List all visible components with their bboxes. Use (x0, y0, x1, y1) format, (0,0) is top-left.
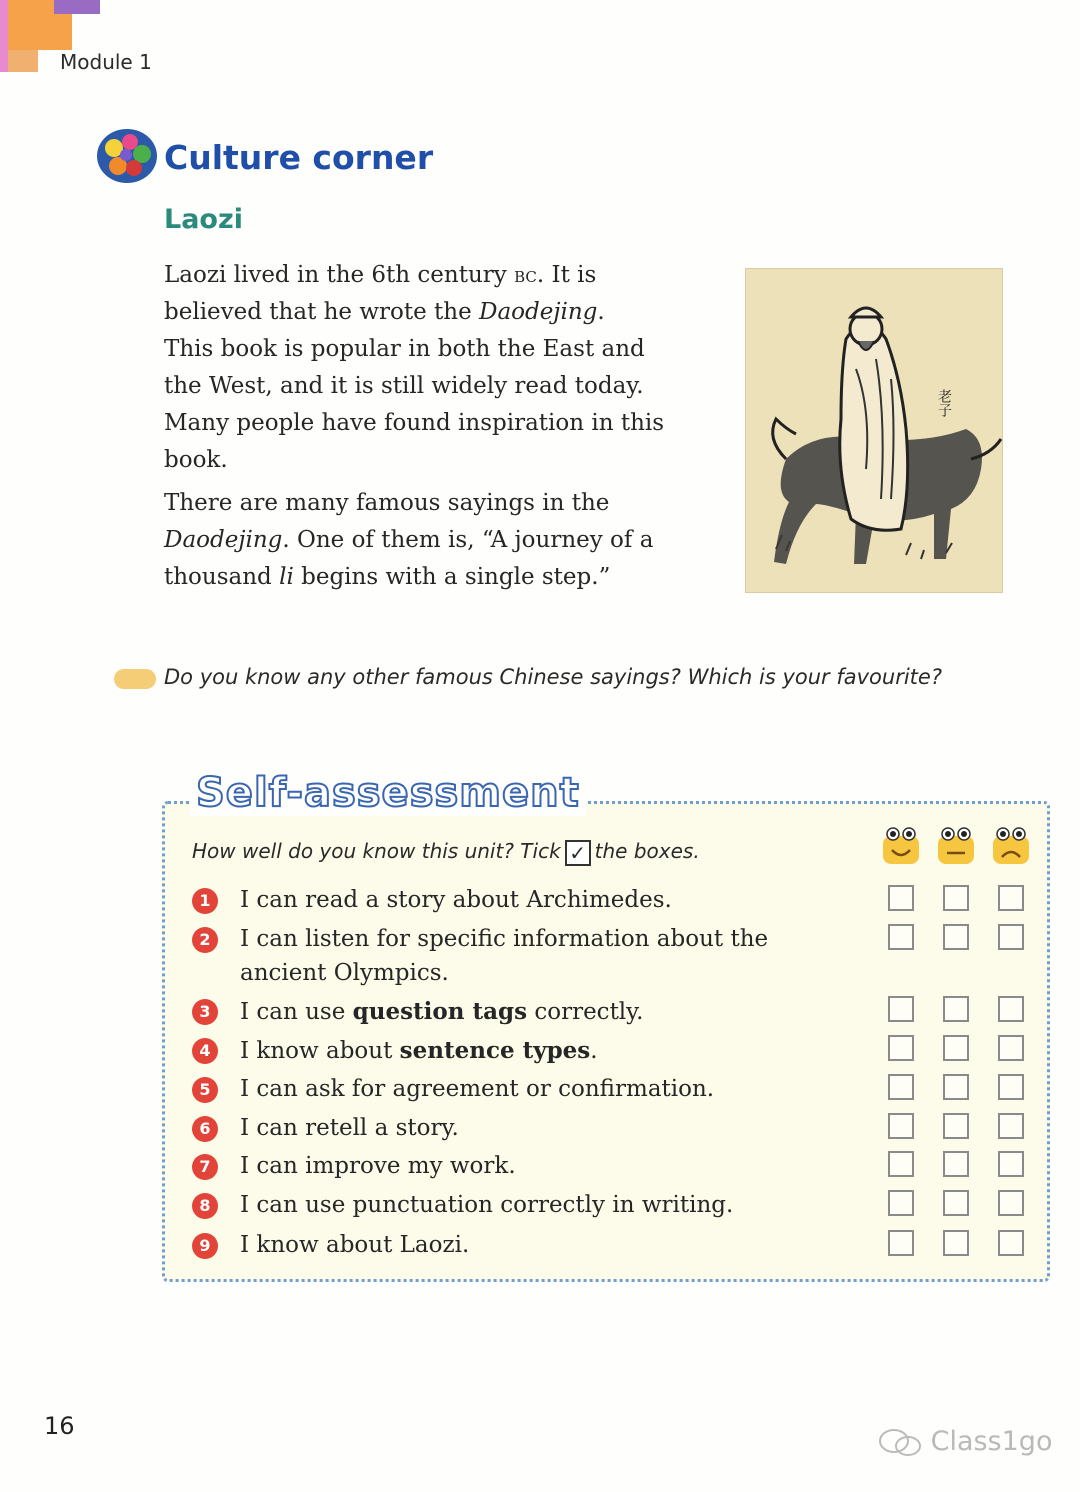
module-label: Module 1 (60, 50, 152, 74)
globe-icon (96, 128, 158, 184)
checkbox-item5-neutral[interactable] (943, 1074, 969, 1100)
item-text: I can retell a story. (240, 1115, 459, 1141)
checkbox-item1-sad[interactable] (998, 885, 1024, 911)
item-text: I can use question tags correctly. (240, 998, 644, 1025)
sad-face-icon (992, 826, 1030, 866)
corner-block-purple (54, 0, 100, 14)
text-line: thousand li begins with a single step.” (164, 564, 611, 590)
checkbox-item6-neutral[interactable] (943, 1113, 969, 1139)
checkbox-item9-sad[interactable] (998, 1230, 1024, 1256)
text-line: Laozi lived in the 6th century bc. It is (164, 262, 597, 288)
item-number: 1 (192, 888, 218, 914)
watermark: Class1go (878, 1426, 1052, 1458)
item-number: 8 (192, 1193, 218, 1219)
item-number: 4 (192, 1038, 218, 1064)
tick-icon: ✓ (565, 840, 591, 866)
corner-block-salmon (8, 50, 38, 72)
checkbox-item6-happy[interactable] (888, 1113, 914, 1139)
laozi-ox-drawing (746, 269, 1002, 592)
item-number: 7 (192, 1154, 218, 1180)
item-number: 9 (192, 1233, 218, 1259)
checkbox-item2-neutral[interactable] (943, 924, 969, 950)
text-line: believed that he wrote the Daodejing. (164, 299, 605, 325)
checkbox-item9-happy[interactable] (888, 1230, 914, 1256)
item-text-line2: ancient Olympics. (240, 960, 449, 986)
checkbox-item4-sad[interactable] (998, 1035, 1024, 1061)
checkbox-item5-sad[interactable] (998, 1074, 1024, 1100)
page-number: 16 (44, 1412, 75, 1440)
chat-bubble-icon (878, 1428, 922, 1458)
checkbox-item2-sad[interactable] (998, 924, 1024, 950)
checkbox-item3-neutral[interactable] (943, 996, 969, 1022)
item-text: I can read a story about Archimedes. (240, 887, 672, 913)
self-assessment-instructions: How well do you know this unit? Tick ✓ the boxes. (192, 839, 700, 865)
checkbox-item3-happy[interactable] (888, 996, 914, 1022)
article-subtitle: Laozi (164, 204, 243, 235)
item-text: I can listen for specific information about the (240, 926, 769, 952)
item-number: 2 (192, 927, 218, 953)
text-line: Daodejing. One of them is, “A journey of a (164, 527, 654, 553)
text-line: There are many famous sayings in the (164, 490, 610, 516)
item-text: I know about sentence types. (240, 1037, 598, 1064)
text-line: the West, and it is still widely read today. (164, 373, 644, 399)
checkbox-item4-happy[interactable] (888, 1035, 914, 1061)
item-number: 6 (192, 1116, 218, 1142)
chinese-caption: 老子 (936, 389, 952, 417)
item-text: I can use punctuation correctly in writing. (240, 1192, 734, 1218)
item-text: I know about Laozi. (240, 1232, 470, 1258)
checkbox-item8-neutral[interactable] (943, 1190, 969, 1216)
checkbox-item1-happy[interactable] (888, 885, 914, 911)
corner-block-pink (0, 0, 8, 72)
text-line: This book is popular in both the East and (164, 336, 645, 362)
checkbox-item8-sad[interactable] (998, 1190, 1024, 1216)
checkbox-item1-neutral[interactable] (943, 885, 969, 911)
checkbox-item2-happy[interactable] (888, 924, 914, 950)
self-assessment-title: Self-assessment (190, 770, 586, 816)
checkbox-item7-neutral[interactable] (943, 1151, 969, 1177)
paragraph-1 (164, 257, 724, 479)
checkbox-item7-happy[interactable] (888, 1151, 914, 1177)
item-text: I can ask for agreement or confirmation. (240, 1076, 715, 1102)
happy-face-icon (882, 826, 920, 866)
discussion-question: Do you know any other famous Chinese sayings? Which is your favourite? (164, 665, 942, 689)
item-text: I can improve my work. (240, 1153, 516, 1179)
paragraph-2 (164, 485, 724, 596)
neutral-face-icon (937, 826, 975, 866)
checkbox-item5-happy[interactable] (888, 1074, 914, 1100)
checkbox-item9-neutral[interactable] (943, 1230, 969, 1256)
item-number: 3 (192, 999, 218, 1025)
question-marker (114, 669, 156, 689)
text-line: book. (164, 447, 228, 473)
checkbox-item4-neutral[interactable] (943, 1035, 969, 1061)
item-number: 5 (192, 1077, 218, 1103)
checkbox-item8-happy[interactable] (888, 1190, 914, 1216)
checkbox-item3-sad[interactable] (998, 996, 1024, 1022)
section-title: Culture corner (164, 138, 434, 177)
checkbox-item7-sad[interactable] (998, 1151, 1024, 1177)
text-line: Many people have found inspiration in this (164, 410, 665, 436)
checkbox-item6-sad[interactable] (998, 1113, 1024, 1139)
laozi-illustration (745, 268, 1003, 593)
